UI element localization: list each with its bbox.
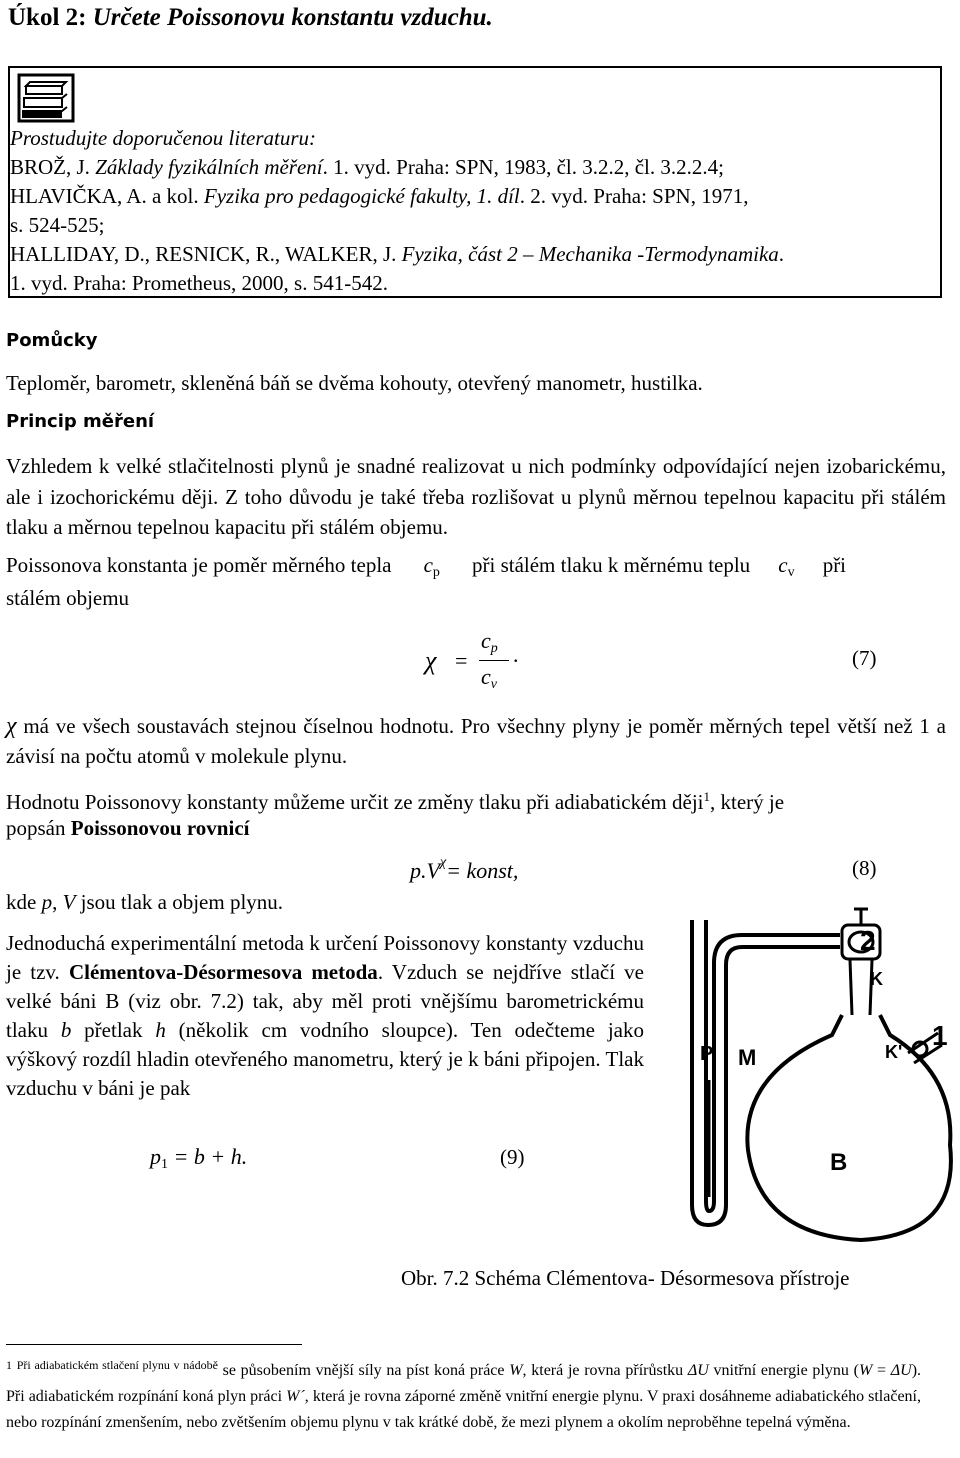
paragraph-chi-property: χ má ve všech soustavách stejnou číselnou hodnotu. Pro všechny plyny je poměr měrných tepel větší než 1 a závisí na počtu atomů v molekule plynu.: [6, 713, 946, 768]
footnote: $^1$ $^{Při adiabatickém stlačení plynu v nádobě}$ se působením vnější síly na píst koná práce W, která je rovna přírůstku ΔU vnitřní energie plynu (W = ΔU). Při adiabatickém rozpínání koná plyn práci W´, která je rovna záporné změně vnitřní energie plynu. V praxi dosáhneme adiabatického stlačení, nebo rozpínání zmenšením, nebo zvětšením objemu plynu v tak krátké době, že mezi plynem a okolím neproběhne tepelná výměna.: [6, 1358, 922, 1431]
princip-paragraph-2-line-1: Poissonova konstanta je poměr měrného tepla $c_p$ při stálém tlaku k měrnému teplu $c_v$ při: [6, 553, 847, 580]
equation-7-label: (7): [852, 646, 877, 670]
equation-8: $p.V^\chi=$ konst,: [410, 855, 519, 883]
label-1: 1: [932, 1020, 948, 1051]
label-p: P: [700, 1043, 714, 1065]
paragraph-poisson-intro-line-2: popsán Poissonovou rovnicí: [6, 816, 250, 840]
label-k-prime: K': [885, 1042, 903, 1062]
eq7-equals: =: [455, 648, 468, 673]
princip-paragraph-1: Vzhledem k velké stlačitelnosti plynů je snadné realizovat u nich podmínky odpovídající nejen izobarickému, ale i izochorickému ději. Z toho důvodu je také třeba rozlišovat u plynů měrnou tepelnou kapacitu při stálém tlaku a měrnou tepelnou kapacitu při stálém objemu.: [6, 454, 946, 539]
princip-paragraph-2-line-2: stálém objemu: [6, 586, 130, 610]
paragraph-poisson-intro-line-1: Hodnotu Poissonovy konstanty můžeme určit ze změny tlaku při adiabatickém ději$^1$, který je: [6, 789, 785, 814]
label-b: B: [830, 1149, 848, 1176]
equation-7: χ = $c_p$ $c_v$ .: [425, 628, 519, 692]
equation-8-label: (8): [852, 856, 877, 880]
literature-ref-2: HLAVIČKA, A. a kol. Fyzika pro pedagogické fakulty, 1. díl. 2. vyd. Praha: SPN, 1971,: [10, 184, 749, 208]
section-heading-princip: Princip měření: [6, 411, 155, 432]
apparatus-figure: [670, 905, 960, 1250]
equation-9-label: (9): [500, 1145, 525, 1169]
figure-caption: Obr. 7.2 Schéma Clémentova- Désormesova přístroje: [401, 1266, 850, 1290]
eq7-denominator: $c_v$: [481, 664, 497, 692]
footnote-separator: [6, 1344, 302, 1345]
page-title: Úkol 2: Určete Poissonovu konstantu vzduchu.: [8, 4, 493, 31]
book-stack-icon: [16, 72, 76, 124]
label-m: M: [738, 1045, 757, 1070]
equation-9: $p_1 = b + h$.: [150, 1144, 248, 1172]
label-2: 2: [860, 925, 876, 956]
literature-ref-3: HALLIDAY, D., RESNICK, R., WALKER, J. Fyzika, část 2 – Mechanika -Termodynamika.: [10, 242, 785, 266]
manometer-tube: [692, 920, 840, 1225]
literature-ref-3-pages: 1. vyd. Praha: Prometheus, 2000, s. 541-542.: [10, 271, 388, 295]
paragraph-clement-desormes: Jednoduchá experimentální metoda k určení Poissonovy konstanty vzduchu je tzv. Clémentova-Désormesova metoda. Vzduch se nejdříve stlačí ve velké báni B (viz obr. 7.2) tak, aby měl proti vnějšímu barometrickému tlaku b přetlak h (několik cm vodního sloupce). Ten odečteme jako výškový rozdíl hladin otevřeného manometru, který je k báni připojen. Tlak vzduchu v báni je pak: [6, 931, 645, 1100]
eq7-fraction-line: [479, 660, 509, 661]
literature-heading: Prostudujte doporučenou literaturu:: [10, 126, 317, 150]
literature-ref-1: BROŽ, J. Základy fyzikálních měření. 1. vyd. Praha: SPN, 1983, čl. 3.2.2, čl. 3.2.2.4;: [10, 155, 724, 179]
eq7-numerator: $c_p$: [481, 628, 498, 656]
pomucky-text: Teploměr, barometr, skleněná báň se dvěma kohouty, otevřený manometr, hustilka.: [6, 371, 703, 395]
flask-b: [747, 1015, 951, 1240]
eq7-chi: χ: [425, 646, 437, 675]
section-heading-pomucky: Pomůcky: [6, 330, 98, 351]
label-k: K: [870, 969, 883, 989]
variables-description: kde p, V jsou tlak a objem plynu.: [6, 890, 284, 914]
literature-ref-2-pages: s. 524-525;: [10, 213, 105, 237]
